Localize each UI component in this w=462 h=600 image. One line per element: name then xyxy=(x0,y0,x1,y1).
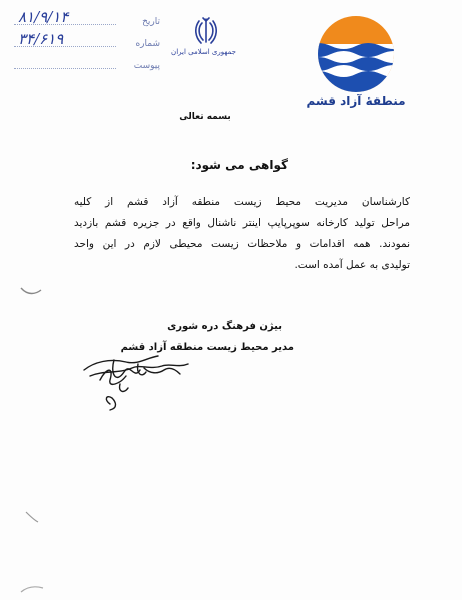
emblem-icon xyxy=(195,16,217,46)
qeshm-logo xyxy=(306,14,406,108)
body-line: نمودند. همه اقدامات و ملاحظات زیست محیطی لازم در این واحد xyxy=(74,238,410,250)
number-value: ۳۴/۶۱۹ xyxy=(18,30,64,48)
logo-text: منطقهٔ آزاد قشم xyxy=(306,94,406,108)
handwritten-signature xyxy=(80,340,200,420)
date-label: تاریخ xyxy=(142,17,160,27)
signer-title: مدیر محیط زیست منطقه آزاد قشم xyxy=(120,342,294,353)
body-line: مراحل تولید کارخانه سوپرپایپ اینتر ناشنال واقع در جزیره قشم بازدید xyxy=(74,217,410,229)
signer-name: بیژن فرهنگ دره شوری xyxy=(167,321,282,332)
invocation: بسمه تعالی xyxy=(179,112,231,122)
body-line: کارشناسان مدیریت محیط زیست منطقه آزاد قشم از کلیه xyxy=(74,196,410,208)
attachment-label: پیوست xyxy=(133,61,160,71)
number-row xyxy=(14,30,164,50)
attachment-row xyxy=(14,52,164,72)
letter-body xyxy=(74,192,410,272)
punch-mark-icon xyxy=(20,584,44,594)
letter-meta xyxy=(14,8,164,72)
body-line: تولیدی به عمل آمده است. xyxy=(294,259,410,271)
date-value: ۸۱/۹/۱۴ xyxy=(18,8,69,26)
number-label: شماره xyxy=(135,39,160,49)
certificate-heading: گواهی می شود: xyxy=(190,158,288,172)
punch-mark-icon xyxy=(24,510,40,524)
iran-emblem xyxy=(171,16,236,70)
sun-waves-icon xyxy=(306,14,406,94)
date-row xyxy=(14,8,164,28)
punch-mark-icon xyxy=(20,284,42,296)
emblem-caption: جمهوری اسلامی ایران xyxy=(171,48,236,56)
